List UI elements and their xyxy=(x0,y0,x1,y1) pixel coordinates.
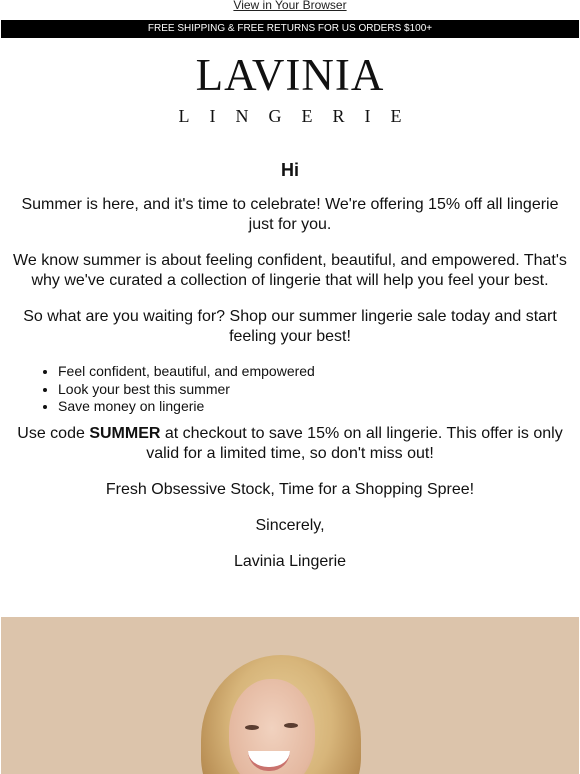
logo-brand: LAVINIA xyxy=(195,50,385,100)
logo-subtitle: LINGERIE xyxy=(178,106,422,126)
model-eye-right xyxy=(284,723,298,728)
collection-paragraph: We know summer is about feeling confident, beautiful, and empowered. That's why we've curated a collection of lingerie that will help you feel your best. xyxy=(13,252,567,289)
model-eye-left xyxy=(245,725,259,730)
signature: Lavinia Lingerie xyxy=(233,552,347,570)
greeting: Hi xyxy=(281,160,299,180)
promo-prefix: Use code xyxy=(17,424,90,442)
call-to-action-paragraph: So what are you waiting for? Shop our summer lingerie sale today and start feeling your best! xyxy=(23,308,557,345)
signoff: Sincerely, xyxy=(255,516,325,534)
intro-paragraph: Summer is here, and it's time to celebrate! We're offering 15% off all lingerie just for you. xyxy=(21,196,559,233)
benefits-list xyxy=(0,363,580,416)
shipping-banner: FREE SHIPPING & FREE RETURNS FOR US ORDERS $100+ xyxy=(1,20,579,38)
promo-suffix: at checkout to save 15% on all lingerie. This offer is only valid for a limited time, so don't miss out! xyxy=(146,424,563,462)
browser-link-bar xyxy=(0,0,580,12)
hero-image[interactable] xyxy=(1,617,579,774)
promo-code: SUMMER xyxy=(89,424,161,442)
list-item: • Feel confident, beautiful, and empowered xyxy=(58,363,580,381)
view-in-browser-link[interactable]: View in Your Browser xyxy=(233,0,347,12)
list-item: • Save money on lingerie xyxy=(58,398,580,416)
promo-code-paragraph xyxy=(0,424,580,464)
email-body xyxy=(0,160,580,588)
tagline: Fresh Obsessive Stock, Time for a Shopping Spree! xyxy=(105,480,475,498)
list-item: • Look your best this summer xyxy=(58,381,580,399)
logo[interactable] xyxy=(0,52,580,127)
